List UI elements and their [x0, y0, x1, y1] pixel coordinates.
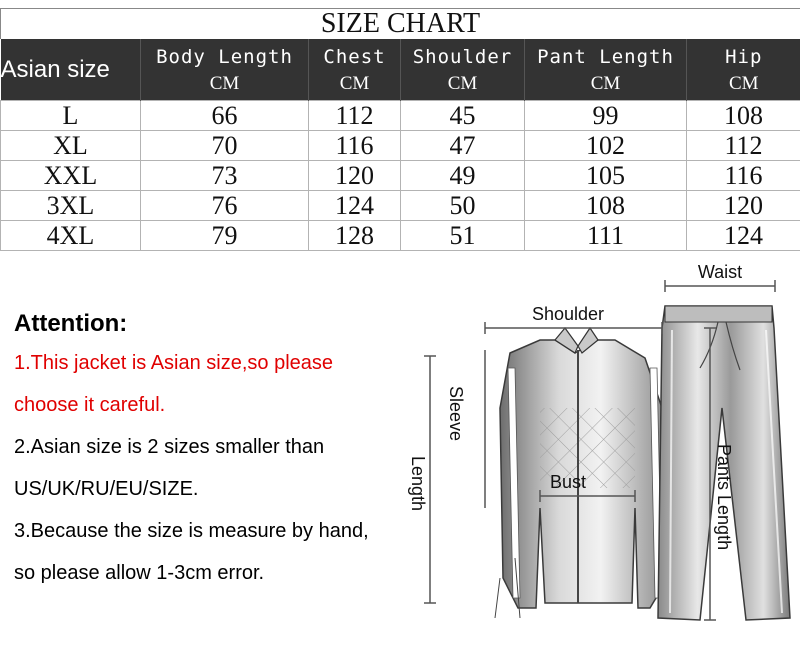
value-cell: 108: [687, 101, 800, 131]
column-name: Body Length: [156, 45, 293, 68]
value-cell: 99: [525, 101, 687, 131]
size-cell: 3XL: [1, 191, 141, 221]
size-chart-title: SIZE CHART: [1, 9, 800, 40]
value-cell: 50: [401, 191, 525, 221]
value-cell: 128: [309, 221, 401, 251]
size-cell: L: [1, 101, 141, 131]
note-line: so please allow 1-3cm error.: [14, 562, 265, 584]
asian-size-header: Asian size: [1, 39, 141, 101]
value-cell: 45: [401, 101, 525, 131]
size-cell: XXL: [1, 161, 141, 191]
table-row: [1, 131, 800, 161]
value-cell: 73: [141, 161, 309, 191]
column-unit: CM: [590, 72, 621, 94]
value-cell: 120: [687, 191, 800, 221]
note-line: US/UK/RU/EU/SIZE.: [14, 478, 199, 500]
table-row: [1, 161, 800, 191]
value-cell: 76: [141, 191, 309, 221]
sleeve-label: Sleeve: [446, 386, 466, 442]
body-length-header: [141, 39, 309, 101]
column-unit: CM: [339, 72, 370, 94]
shoulder-label: Shoulder: [531, 304, 605, 324]
value-cell: 66: [141, 101, 309, 131]
value-cell: 124: [687, 221, 800, 251]
column-unit: CM: [728, 72, 759, 94]
note-line: 3.Because the size is measure by hand,: [14, 520, 369, 542]
value-cell: 79: [141, 221, 309, 251]
value-cell: 49: [401, 161, 525, 191]
bust-label: Bust: [549, 472, 587, 492]
note-line: choose it careful.: [14, 394, 166, 416]
column-name: Hip: [725, 45, 763, 68]
table-row: [1, 101, 800, 131]
value-cell: 111: [525, 221, 687, 251]
chest-header: [309, 39, 401, 101]
value-cell: 124: [309, 191, 401, 221]
table-row: [1, 191, 800, 221]
value-cell: 47: [401, 131, 525, 161]
garment-measurement-diagram: [400, 258, 800, 666]
size-cell: XL: [1, 131, 141, 161]
length-label: Length: [408, 456, 428, 512]
value-cell: 70: [141, 131, 309, 161]
pant-length-header: [525, 39, 687, 101]
size-cell: 4XL: [1, 221, 141, 251]
column-name: Chest: [323, 45, 386, 68]
attention-title: Attention:: [14, 310, 128, 337]
value-cell: 51: [401, 221, 525, 251]
table-row: [1, 221, 800, 251]
column-name: Pant Length: [537, 45, 674, 68]
value-cell: 116: [687, 161, 800, 191]
value-cell: 102: [525, 131, 687, 161]
value-cell: 112: [309, 101, 401, 131]
value-cell: 116: [309, 131, 401, 161]
note-line: 1.This jacket is Asian size,so please: [14, 352, 334, 374]
note-line: 2.Asian size is 2 sizes smaller than: [14, 436, 325, 458]
value-cell: 120: [309, 161, 401, 191]
size-chart-title-row: [1, 9, 800, 40]
value-cell: 108: [525, 191, 687, 221]
value-cell: 112: [687, 131, 800, 161]
hip-header: [687, 39, 800, 101]
size-chart-table: [0, 8, 800, 251]
size-chart-header-row: [1, 39, 800, 101]
column-name: Shoulder: [412, 45, 513, 68]
shoulder-header: [401, 39, 525, 101]
pants-length-label: Pants Length: [714, 444, 734, 551]
value-cell: 105: [525, 161, 687, 191]
column-unit: CM: [447, 72, 478, 94]
waist-label: Waist: [697, 262, 743, 282]
column-unit: CM: [209, 72, 240, 94]
